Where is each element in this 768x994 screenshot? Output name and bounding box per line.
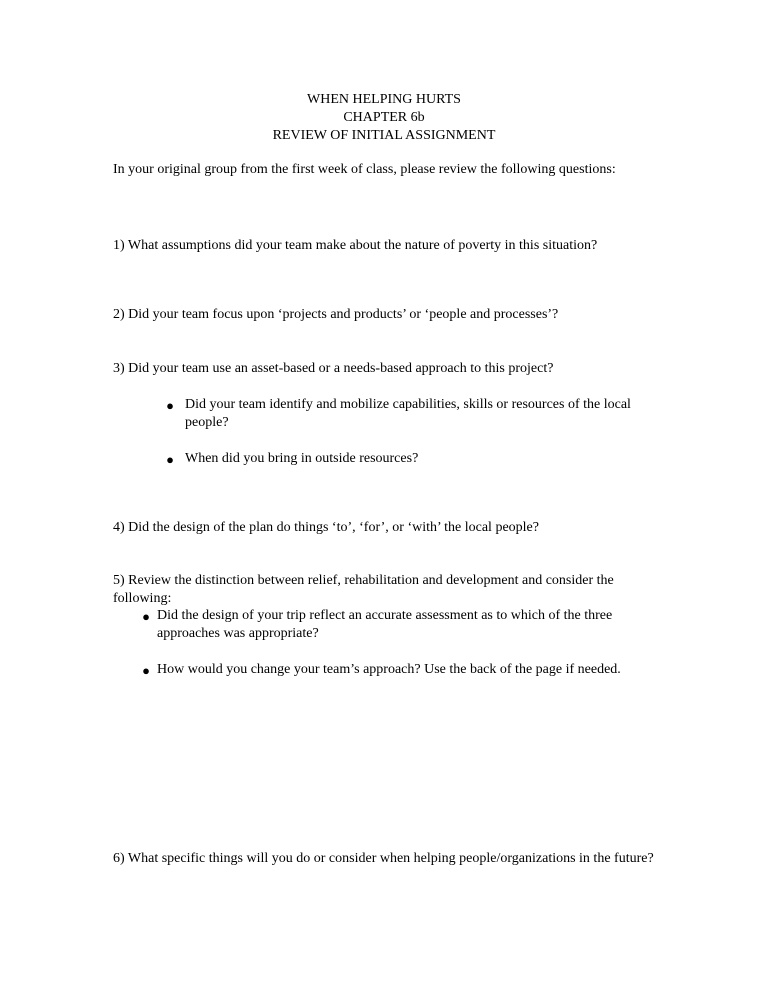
question-3: 3) Did your team use an asset-based or a needs-based approach to this project? <box>113 361 554 376</box>
question-3-bullet-1: Did your team identify and mobilize capabilities, skills or resources of the local people? <box>185 397 631 430</box>
bullet-icon: ● <box>142 609 150 624</box>
question-3-bullet-2: When did you bring in outside resources? <box>185 451 419 466</box>
question-2: 2) Did your team focus upon ‘projects and products’ or ‘people and processes’? <box>113 307 559 322</box>
question-1: 1) What assumptions did your team make about the nature of poverty in this situation? <box>113 238 598 253</box>
title-line-1: WHEN HELPING HURTS <box>307 92 461 107</box>
bullet-icon: ● <box>142 663 150 678</box>
bullet-icon: ● <box>166 452 174 467</box>
question-5: 5) Review the distinction between relief, rehabilitation and development and consider the following: <box>113 573 614 606</box>
title-line-2: CHAPTER 6b <box>343 110 425 125</box>
intro-instructions: In your original group from the first week of class, please review the following questions: <box>113 162 616 177</box>
question-5-bullet-1: Did the design of your trip reflect an accurate assessment as to which of the three approaches was appropriate? <box>157 608 613 641</box>
title-line-3: REVIEW OF INITIAL ASSIGNMENT <box>272 128 496 143</box>
bullet-icon: ● <box>166 398 174 413</box>
question-4: 4) Did the design of the plan do things ‘to’, ‘for’, or ‘with’ the local people? <box>113 520 539 535</box>
document-title <box>0 91 768 145</box>
question-5-bullet-2: How would you change your team’s approach? Use the back of the page if needed. <box>157 662 621 677</box>
question-6: 6) What specific things will you do or consider when helping people/organizations in the future? <box>113 851 654 866</box>
